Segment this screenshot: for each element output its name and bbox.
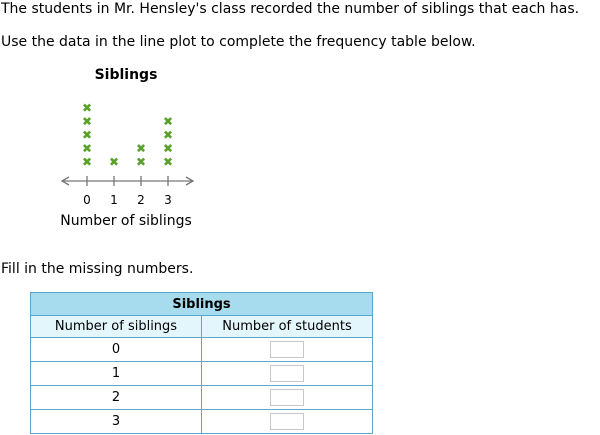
x-axis-label: Number of siblings [60,213,192,229]
frequency-table [30,292,373,434]
chart-title: Siblings [94,67,158,83]
table-header-row [31,316,373,338]
x-mark: ✖ [162,141,174,156]
students-cell [202,386,373,410]
x-mark: ✖ [135,141,147,156]
students-cell [202,410,373,434]
answer-input-0[interactable] [270,341,304,358]
answer-input-1[interactable] [270,365,304,382]
table-title: Siblings [31,293,373,316]
instruction-text: Use the data in the line plot to complete the frequency table below. [1,34,476,50]
siblings-cell: 0 [31,338,202,362]
siblings-cell: 1 [31,362,202,386]
x-mark: ✖ [81,114,93,129]
table-row [31,410,373,434]
x-mark: ✖ [162,114,174,129]
x-mark: ✖ [162,128,174,142]
tick-label: 2 [137,193,145,207]
tick-label: 1 [110,193,118,207]
table-row [31,362,373,386]
x-mark: ✖ [81,101,93,115]
x-mark: ✖ [81,128,93,142]
x-mark: ✖ [135,155,147,169]
line-plot-svg [52,64,202,232]
table-title-row [31,293,373,316]
siblings-cell: 2 [31,386,202,410]
x-mark: ✖ [81,155,93,169]
tick-label: 0 [83,193,91,207]
intro-text: The students in Mr. Hensley's class recorded the number of siblings that each has. [1,1,580,17]
table-row [31,386,373,410]
answer-input-2[interactable] [270,389,304,406]
siblings-cell: 3 [31,410,202,434]
x-mark: ✖ [162,155,174,169]
line-plot [52,64,202,232]
answer-input-3[interactable] [270,413,304,430]
students-cell [202,362,373,386]
x-mark: ✖ [81,141,93,156]
col-siblings-header: Number of siblings [31,316,202,338]
tick-label: 3 [164,193,172,207]
fill-prompt: Fill in the missing numbers. [1,261,194,277]
x-mark: ✖ [108,155,120,169]
students-cell [202,338,373,362]
table-row [31,338,373,362]
col-students-header: Number of students [202,316,373,338]
